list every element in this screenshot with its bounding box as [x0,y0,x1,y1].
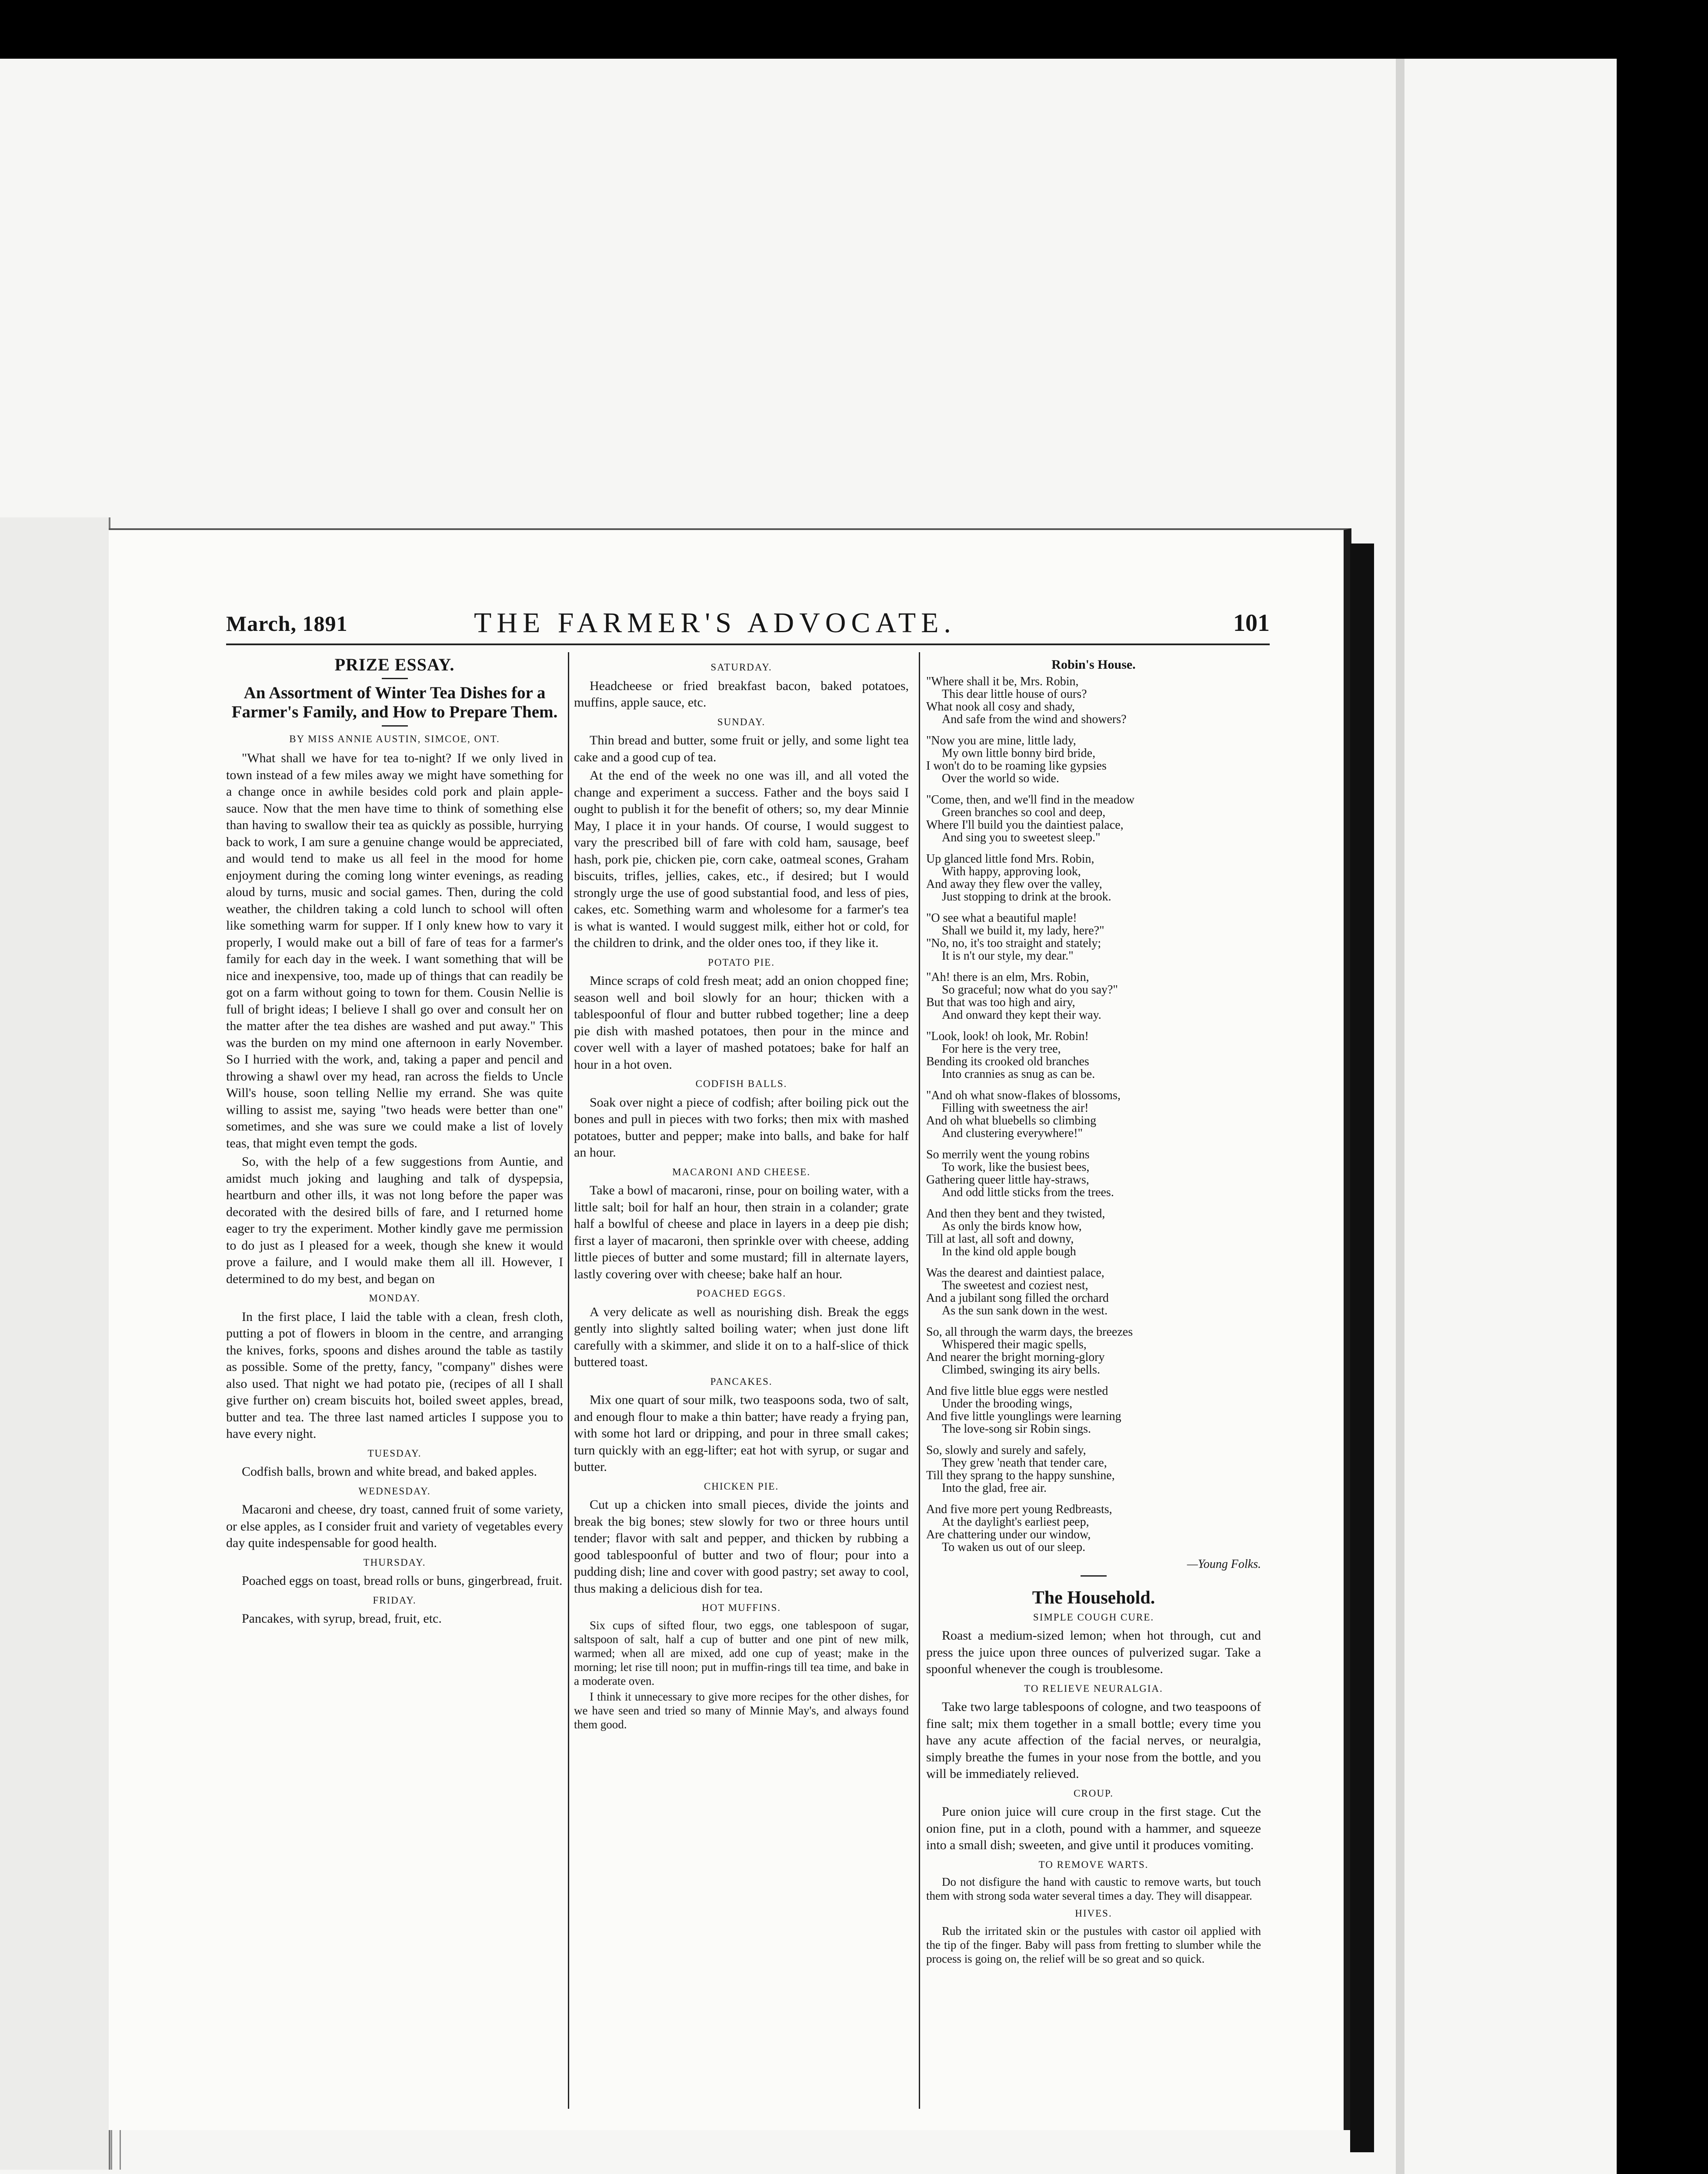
poem-line: With happy, approving look, [942,864,1081,878]
poem-line: "No, no, it's too straight and stately; [926,936,1101,950]
poem-stanza [926,734,1261,785]
recipe-heading: HIVES. [1075,1908,1112,1919]
recipe-heading: SIMPLE COUGH CURE. [1033,1611,1154,1623]
poem-line: For here is the very tree, [942,1042,1061,1056]
poem-line: And away they flew over the valley, [926,877,1102,891]
poem-line: Till they sprang to the happy sunshine, [926,1468,1115,1482]
poem-line: My own little bonny bird bride, [942,746,1096,760]
recipe-text: Six cups of sifted flour, two eggs, one tablespoon of sugar, saltspoon of salt, half a cup of butter and one pint of new milk, warmed; when all are mixed, add one cup of yeast; make in the morning; let rise till noon; put in muffin-rings till tea time, and bake in a moderate oven. [574,1618,909,1687]
poem-line: "And oh what snow-flakes of blossoms, [926,1088,1121,1102]
header-rule [226,644,1270,645]
poem-line: Where I'll build you the daintiest palace, [926,818,1124,832]
poem-stanza [926,1148,1261,1199]
poem-line: And oh what bluebells so climbing [926,1114,1097,1127]
poem-line: "Ah! there is an elm, Mrs. Robin, [926,970,1089,984]
poem-line: And a jubilant song filled the orchard [926,1291,1109,1305]
paragraph: In the first place, I laid the table with a clean, fresh cloth, putting a pot of flowers in bloom in the centre, and arranging the knives, forks, spoons and dishes around the table as tastily as possible. Some of the pretty, fancy, "company" dishes were also used. That night we had potato pie, (recipes of all I shall give further on) cream biscuits hot, boiled sweet apples, bread, butter and tea. The three last named articles I suppose you to have every night. [226,1309,563,1441]
poem-stanza [926,1385,1261,1435]
section-heading: THURSDAY. [363,1557,426,1568]
page-edge-strip [1396,59,1404,2174]
paragraph: "What shall we have for tea to-night? If we only lived in town instead of a few miles away we might have something for a change once in awhile besides cold pork and plain apple-sauce. Now that the men have time to think of something else than having to swallow their tea as quickly as possible, hurrying back to work, I am sure a genuine change would be appreciated, and would tend to make us all feel in the mood for home enjoyment during the coming long winter evenings, as reading aloud by turns, music and social games. Then, during the cold weather, the children taking a cold lunch to school will often like something warm for supper. If I only knew how to vary it properly, I would make out a bill of fare of teas for a farmer's family for each day in the week. I want something that will be nice and inexpensive, too, made up of things that can readily be got on a farm without going to town for them. Cousin Nellie is full of bright ideas; I believe I shall go over and consult her on the matter after the tea dishes are washed and put away." This was the burden on my mind one afternoon in early November. So I hurried with the work, and, taking a paper and pencil and throwing a shawl over my head, ran across the fields to Uncle Will's house, soon telling Nellie my errand. She was quite willing to assist me, saying "two heads were better than one" sometimes, and she was sure we could make a list of lovely teas, that might even tempt the gods. [226,751,563,1150]
column-2 [574,657,909,1733]
masthead-title: THE FARMER'S ADVOCATE. [474,607,956,639]
poem-line: And odd little sticks from the trees. [942,1185,1114,1199]
household-heading: The Household. [1032,1588,1155,1608]
poem-line: The sweetest and coziest nest, [942,1278,1088,1292]
recipe-text: Take a bowl of macaroni, rinse, pour on boiling water, with a little salt; boil for half an hour, then strain in a colander; grate half a bowlful of cheese and place in layers in a deep pie dish; first a layer of macaroni, then sprinkle over with cheese, adding little pieces of butter and some mustard; fill in alternate layers, lastly covering over with cheese; bake half an hour. [574,1183,909,1281]
column-rule [568,652,569,2109]
recipe-heading: CHICKEN PIE. [704,1480,779,1492]
poem-line: And onward they kept their way. [942,1008,1101,1022]
poem-line: Whispered their magic spells, [942,1337,1087,1351]
poem-line: As the sun sank down in the west. [942,1304,1108,1317]
section-heading: TUESDAY. [367,1447,422,1459]
divider [382,678,408,679]
divider [1081,1575,1107,1577]
poem-line: And sing you to sweetest sleep." [942,830,1101,844]
byline: BY MISS ANNIE AUSTIN, SIMCOE, ONT. [289,733,500,744]
section-heading: SUNDAY. [717,716,766,727]
paragraph: Pancakes, with syrup, bread, fruit, etc. [242,1611,442,1626]
section-heading: MONDAY. [369,1293,420,1304]
section-heading: WEDNESDAY. [358,1485,431,1497]
poem-stanza [926,971,1261,1021]
poem-line: Under the brooding wings, [942,1397,1073,1410]
poem-title: Robin's House. [1051,657,1136,672]
poem-line: At the daylight's earliest peep, [942,1515,1089,1529]
poem-line: To work, like the busiest bees, [942,1160,1090,1174]
poem-stanza [926,912,1261,962]
recipe-heading: TO RELIEVE NEURALGIA. [1024,1683,1163,1694]
column-1 [226,657,563,1629]
recipe-heading: PANCAKES. [710,1376,773,1387]
poem-line: They grew 'neath that tender care, [942,1456,1107,1470]
poem-line: And nearer the bright morning-glory [926,1350,1105,1364]
paragraph: Thin bread and butter, some fruit or jelly, and some light tea cake and a good cup of tea. [574,733,909,764]
paragraph: Macaroni and cheese, dry toast, canned fruit of some variety, or else apples, as I consider fruit and variety of vegetables every day quite indespensable for good health. [226,1502,563,1550]
poem-line: And clustering everywhere!" [942,1126,1083,1140]
poem-line: And five more pert young Redbreasts, [926,1502,1112,1516]
poem-line: So merrily went the young robins [926,1147,1090,1161]
poem-line: So, slowly and surely and safely, [926,1443,1086,1457]
recipe-text: Soak over night a piece of codfish; after boiling pick out the bones and pull in pieces with two forks; then mix with mashed potatoes, butter and pepper; make into balls, and bake for half an hour. [574,1095,909,1160]
page-shadow-edge [1350,544,1374,2152]
poem-line: Till at last, all soft and downy, [926,1232,1074,1246]
poem-line: Up glanced little fond Mrs. Robin, [926,852,1094,866]
poem-attribution: —Young Folks. [1187,1557,1261,1571]
poem-line: And then they bent and they twisted, [926,1207,1105,1220]
poem-stanza [926,1326,1261,1376]
recipe-text: Cut up a chicken into small pieces, divide the joints and break the big bones; stew slowly for two or three hours until tender; flavor with salt and pepper, and thicken by rubbing a good tablespoonful of butter and two of flour; pour into a pudding dish; line and cover with good pastry; set away to cool, thus making a delicious dish for tea. [574,1497,909,1596]
poem-line: "O see what a beautiful maple! [926,911,1077,925]
poem-stanza [926,1267,1261,1317]
poem-line: Climbed, swinging its airy bells. [942,1363,1100,1377]
recipe-text: Mix one quart of sour milk, two teaspoons soda, two of salt, and enough flour to make a thin batter; have ready a frying pan, with some hot lard or dripping, and pour in three small cakes; turn quickly with an egg-lifter; eat hot with syrup, or sugar and butter. [574,1393,909,1474]
poem-line: I won't do to be roaming like gypsies [926,759,1107,773]
poem-stanza [926,675,1261,726]
recipe-text: Take two large tablespoons of cologne, and two teaspoons of fine salt; mix them together in a small bottle; every time you have any acute affection of the facial nerves, or neuralgia, simply breathe the fumes in your nose from the bottle, and you will be immediately relieved. [926,1700,1261,1781]
paragraph: Headcheese or fried breakfast bacon, baked potatoes, muffins, apple sauce, etc. [574,678,909,710]
poem-line: Filling with sweetness the air! [942,1101,1089,1115]
poem-line: In the kind old apple bough [942,1244,1076,1258]
poem-line: "Look, look! oh look, Mr. Robin! [926,1029,1089,1043]
recipe-text: A very delicate as well as nourishing dish. Break the eggs gently into slightly salted boiling water; when just done lift carefully with a skimmer, and slide it on to a half-slice of thick buttered toast. [574,1304,909,1369]
column-3 [926,657,1261,1967]
section-heading: SATURDAY. [711,662,772,673]
poem-line: It is n't our style, my dear." [942,949,1074,963]
poem-line: Into crannies as snug as can be. [942,1067,1095,1081]
recipe-text: Do not disfigure the hand with caustic to remove warts, but touch them with strong soda water several times a day. They will disappear. [926,1875,1261,1902]
poem-line: Was the dearest and daintiest palace, [926,1266,1104,1280]
book-spine [0,517,110,2170]
paragraph: So, with the help of a few suggestions from Auntie, and amidst much joking and laughing and talk of dyspepsia, heartburn and other ills, it was not long before the paper was decorated with the desired bills of fare, and I returned home eager to try the experiment. Mother kindly gave me permission to do just as I pleased for a week, though she knew it would prove a failure, and I would make them all ill. However, I determined to do my best, and began on [226,1154,563,1286]
poem-line: Gathering queer little hay-straws, [926,1173,1089,1187]
recipe-heading: CROUP. [1074,1787,1114,1799]
poem-line: And safe from the wind and showers? [942,712,1127,726]
poem-line: Into the glad, free air. [942,1481,1047,1495]
poem-line: Green branches so cool and deep, [942,805,1106,819]
poem-line: What nook all cosy and shady, [926,700,1075,714]
paragraph: At the end of the week no one was ill, and all voted the change and experiment a success. Father and the boys said I ought to publish it for the benefit of others; so, my dear Minnie May, I place it in your hands. Of course, I would suggest to vary the prescribed bill of fare with cold ham, sausage, beef hash, pork pie, chicken pie, corn cake, oatmeal scones, Graham biscuits, trifles, jellies, cakes, etc., if desired; but I would strongly urge the use of good substantial food, and less of pies, cakes, etc. Something warm and wholesome for a farmer's tea is what is wanted. I would suggest milk, either hot or cold, for the children to drink, and the older ones too, if they like it. [574,768,909,950]
poem-stanza [926,794,1261,844]
poem-line: And five little younglings were learning [926,1409,1121,1423]
recipe-heading: CODFISH BALLS. [695,1078,787,1089]
poem-line: To waken us out of our sleep. [942,1540,1086,1554]
poem-line: "Now you are mine, little lady, [926,734,1076,747]
poem-line: Shall we build it, my lady, here?" [942,924,1104,937]
paragraph: I think it unnecessary to give more recipes for the other dishes, for we have seen and tried so many of Minnie May's, and always found them good. [574,1690,909,1731]
poem-stanza [926,1207,1261,1258]
poem [926,675,1261,1554]
poem-line: Just stopping to drink at the brook. [942,890,1111,904]
recipe-text: Mince scraps of cold fresh meat; add an onion chopped fine; season well and boil slowly for an hour; thicken with a tablespoonful of flour and butter rubbed together; line a deep pie dish with mashed potatoes, then pour in the mince and cover well with a layer of mashed potatoes; bake for half an hour in a hot oven. [574,974,909,1072]
poem-line: Over the world so wide. [942,771,1059,785]
recipe-heading: HOT MUFFINS. [701,1602,781,1613]
poem-stanza [926,1503,1261,1554]
poem-stanza [926,1089,1261,1140]
article-heading: An Assortment of Winter Tea Dishes for a Farmer's Family, and How to Prepare Them. [231,683,558,721]
column-rule [919,652,920,2109]
poem-line: The love-song sir Robin sings. [942,1422,1091,1436]
poem-line: "Where shall it be, Mrs. Robin, [926,674,1079,688]
poem-line: Are chattering under our window, [926,1527,1091,1541]
paragraph: Poached eggs on toast, bread rolls or buns, gingerbread, fruit. [242,1574,563,1588]
header-date: March, 1891 [226,611,348,636]
poem-line: This dear little house of ours? [942,687,1087,701]
poem-stanza [926,853,1261,903]
poem-line: And five little blue eggs were nestled [926,1384,1108,1398]
recipe-text: Pure onion juice will cure croup in the first stage. Cut the onion fine, put in a cloth, pound with a hammer, and squeeze into a small dish; sweeten, and give until it produces vomiting. [926,1804,1261,1852]
recipe-text: Rub the irritated skin or the pustules with castor oil applied with the tip of the finger. Baby will pass from fretting to slumber while the process is going on, the relief will be so great and so quick. [926,1924,1261,1965]
poem-line: "Come, then, and we'll find in the meadow [926,793,1135,807]
recipe-heading: TO REMOVE WARTS. [1038,1859,1149,1870]
poem-line: But that was too high and airy, [926,995,1075,1009]
section-heading: FRIDAY. [373,1594,417,1606]
prize-essay-label: PRIZE ESSAY. [334,655,455,674]
recipe-heading: MACARONI AND CHEESE. [672,1166,811,1177]
recipe-heading: POACHED EGGS. [696,1288,787,1299]
paragraph: Codfish balls, brown and white bread, and baked apples. [242,1464,537,1479]
divider [382,725,408,727]
page-header [226,607,1270,641]
poem-stanza [926,1444,1261,1494]
poem-line: So, all through the warm days, the breezes [926,1325,1133,1339]
recipe-text: Roast a medium-sized lemon; when hot through, cut and press the juice upon three ounces of pulverized sugar. Take a spoonful whenever the cough is troublesome. [926,1628,1261,1676]
poem-line: As only the birds know how, [942,1219,1082,1233]
poem-stanza [926,1030,1261,1080]
recipe-heading: POTATO PIE. [708,957,775,968]
poem-line: Bending its crooked old branches [926,1054,1089,1068]
page-number: 101 [1233,610,1270,637]
poem-line: So graceful; now what do you say?" [942,983,1118,997]
